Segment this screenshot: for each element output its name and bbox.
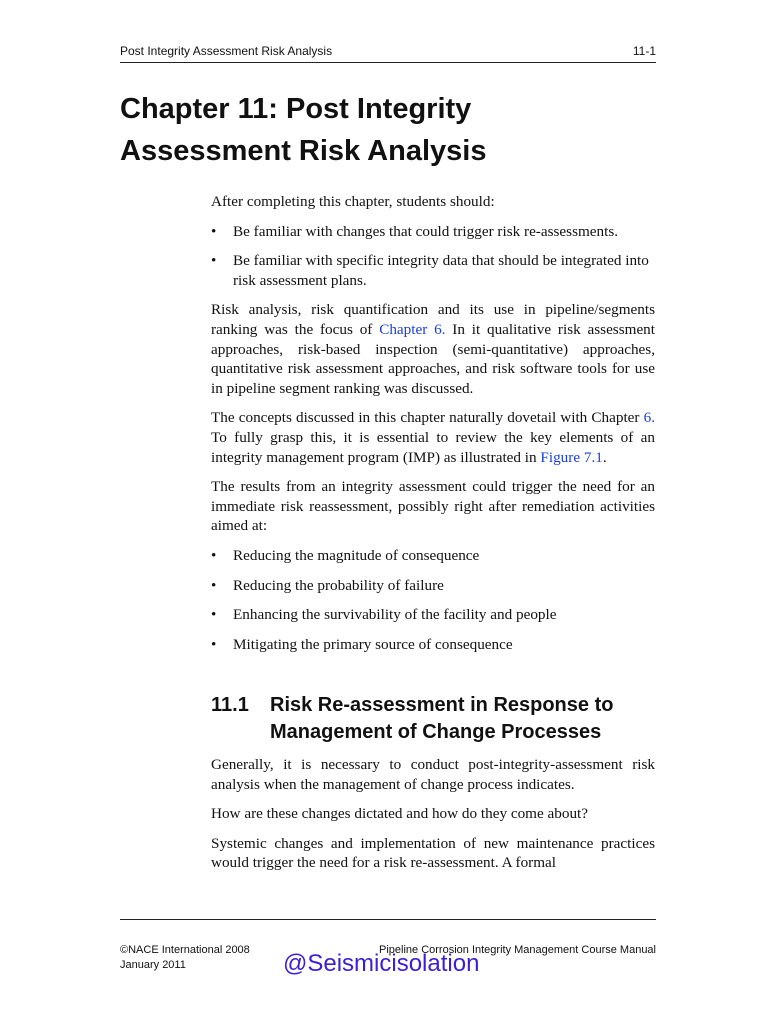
- chapter-title-line1: Chapter 11: Post Integrity: [120, 93, 472, 125]
- paragraph-risk-analysis: Risk analysis, risk quantification and its use in pipeline/segments ranking was the focus of Chapter 6. In it qualitative risk assessment approaches, risk-based inspection (semi-quantitative) approaches, quantitative risk assessment approaches, and risk software tools for use in pipeline segment ranking was discussed.: [211, 301, 655, 397]
- figure-7-1-link[interactable]: Figure 7.1: [540, 448, 603, 466]
- activities-list: [211, 546, 655, 654]
- page-number: 11-1: [632, 44, 656, 58]
- paragraph-concepts: The concepts discussed in this chapter naturally dovetail with Chapter 6. To fully grasp this, it is essential to review the key elements of an integrity management program (IMP) as illustrated in Figure 7.1.: [211, 409, 655, 466]
- list-item: • Mitigating the primary source of consequence: [211, 635, 513, 653]
- chapter-body: [211, 192, 655, 664]
- objectives-list: [211, 222, 655, 291]
- running-header-title: Post Integrity Assessment Risk Analysis: [120, 44, 333, 58]
- chapter-6-link[interactable]: 6.: [643, 409, 655, 427]
- intro-paragraph: After completing this chapter, students should:: [211, 193, 495, 210]
- list-item: • Reducing the probability of failure: [211, 576, 444, 594]
- footer-rule: [120, 919, 656, 920]
- list-item: • Enhancing the survivability of the facility and people: [211, 606, 557, 624]
- section-title: Risk Re-assessment in Response to Management of Change Processes: [270, 694, 614, 743]
- section-heading: [211, 692, 661, 746]
- watermark: @Seismicisolation: [283, 950, 480, 977]
- section-paragraph: Systemic changes and implementation of new maintenance practices would trigger the need for a risk re-assessment. A formal: [211, 834, 655, 872]
- section-body: [211, 755, 655, 883]
- list-item: • Reducing the magnitude of consequence: [211, 546, 480, 564]
- chapter-6-link[interactable]: Chapter 6.: [379, 320, 446, 338]
- section-paragraph: Generally, it is necessary to conduct post-integrity-assessment risk analysis when the management of change process indicates.: [211, 756, 655, 793]
- footer-copyright: ©NACE International 2008 January 2011: [120, 944, 250, 971]
- running-header: [120, 44, 656, 64]
- chapter-title-line2: Assessment Risk Analysis: [120, 135, 487, 167]
- list-item: • Be familiar with changes that could trigger risk re-assessments.: [211, 222, 619, 240]
- section-number: 11.1: [211, 694, 249, 716]
- paragraph-results: The results from an integrity assessment could trigger the need for an immediate risk reassessment, possibly right after remediation activities aimed at:: [211, 478, 655, 535]
- chapter-title: [120, 88, 660, 172]
- footer-course-title: Pipeline Corrosion Integrity Management Course Manual: [379, 944, 656, 956]
- section-paragraph: How are these changes dictated and how do they come about?: [211, 805, 589, 823]
- list-item: • Be familiar with specific integrity data that should be integrated into risk assessment plans.: [211, 252, 649, 289]
- header-rule: [120, 62, 656, 63]
